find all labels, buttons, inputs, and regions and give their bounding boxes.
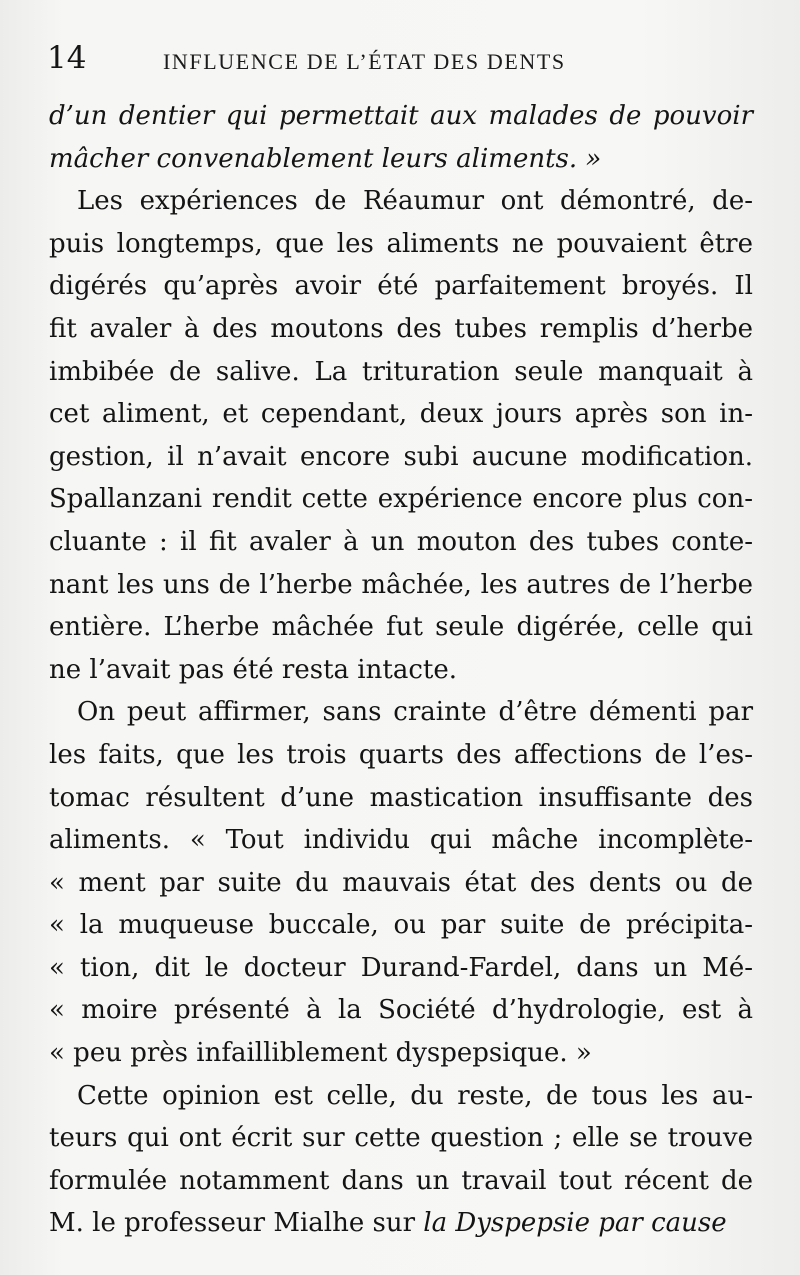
text-line: cluante : il fit avaler à un mouton des tubes conte-	[49, 526, 753, 557]
book-title-italic: la Dyspepsie par cause	[423, 1208, 727, 1239]
text-line: Spallanzani rendit cette expérience encore plus con-	[49, 484, 753, 515]
text-line: cet aliment, et cependant, deux jours après son in-	[49, 399, 753, 430]
text-line: Cette opinion est celle, du reste, de tous les au-	[77, 1080, 753, 1111]
text-line: imbibée de salive. La trituration seule manquait à	[49, 356, 753, 387]
page-number: 14	[47, 40, 87, 76]
text-line: « la muqueuse buccale, ou par suite de précipita-	[49, 910, 753, 941]
text-line-start: M. le professeur Mialhe sur	[49, 1208, 424, 1239]
running-title: INFLUENCE DE L’ÉTAT DES DENTS	[163, 49, 566, 74]
text-line: On peut affirmer, sans crainte d’être démenti par	[77, 697, 753, 728]
text-line: gestion, il n’avait encore subi aucune modification.	[49, 441, 753, 472]
text-line: nant les uns de l’herbe mâchée, les autres de l’herbe	[49, 569, 753, 600]
text-line: formulée notamment dans un travail tout récent de	[49, 1165, 753, 1196]
text-line: « peu près infailliblement dyspepsique. »	[49, 1038, 592, 1069]
text-line: d’un dentier qui permettait aux malades de pouvoir	[49, 101, 753, 131]
text-line: aliments. « Tout individu qui mâche incomplète-	[49, 825, 753, 856]
text-line: « ment par suite du mauvais état des dents ou de	[49, 867, 753, 898]
text-line	[49, 1202, 753, 1245]
text-line: entière. L’herbe mâchée fut seule digérée, celle qui	[49, 612, 753, 643]
text-line: puis longtemps, que les aliments ne pouvaient être	[49, 228, 753, 259]
text-line: ne l’avait pas été resta intacte.	[49, 654, 457, 685]
text-line: fit avaler à des moutons des tubes remplis d’herbe	[49, 313, 753, 344]
text-line: Les expériences de Réaumur ont démontré, de-	[77, 186, 753, 217]
text-line: les faits, que les trois quarts des affections de l’es-	[49, 739, 753, 770]
text-line: tomac résultent d’une mastication insuffisante des	[49, 782, 753, 813]
text-line: mâcher convenablement leurs aliments. »	[49, 143, 602, 174]
text-line: digérés qu’après avoir été parfaitement broyés. Il	[49, 271, 753, 302]
text-line: « moire présenté à la Société d’hydrologie, est à	[49, 995, 753, 1026]
text-line: « tion, dit le docteur Durand-Fardel, dans un Mé-	[49, 952, 753, 983]
body-text	[49, 95, 753, 1245]
text-line: teurs qui ont écrit sur cette question ; elle se trouve	[49, 1123, 753, 1154]
page-header	[47, 38, 747, 78]
